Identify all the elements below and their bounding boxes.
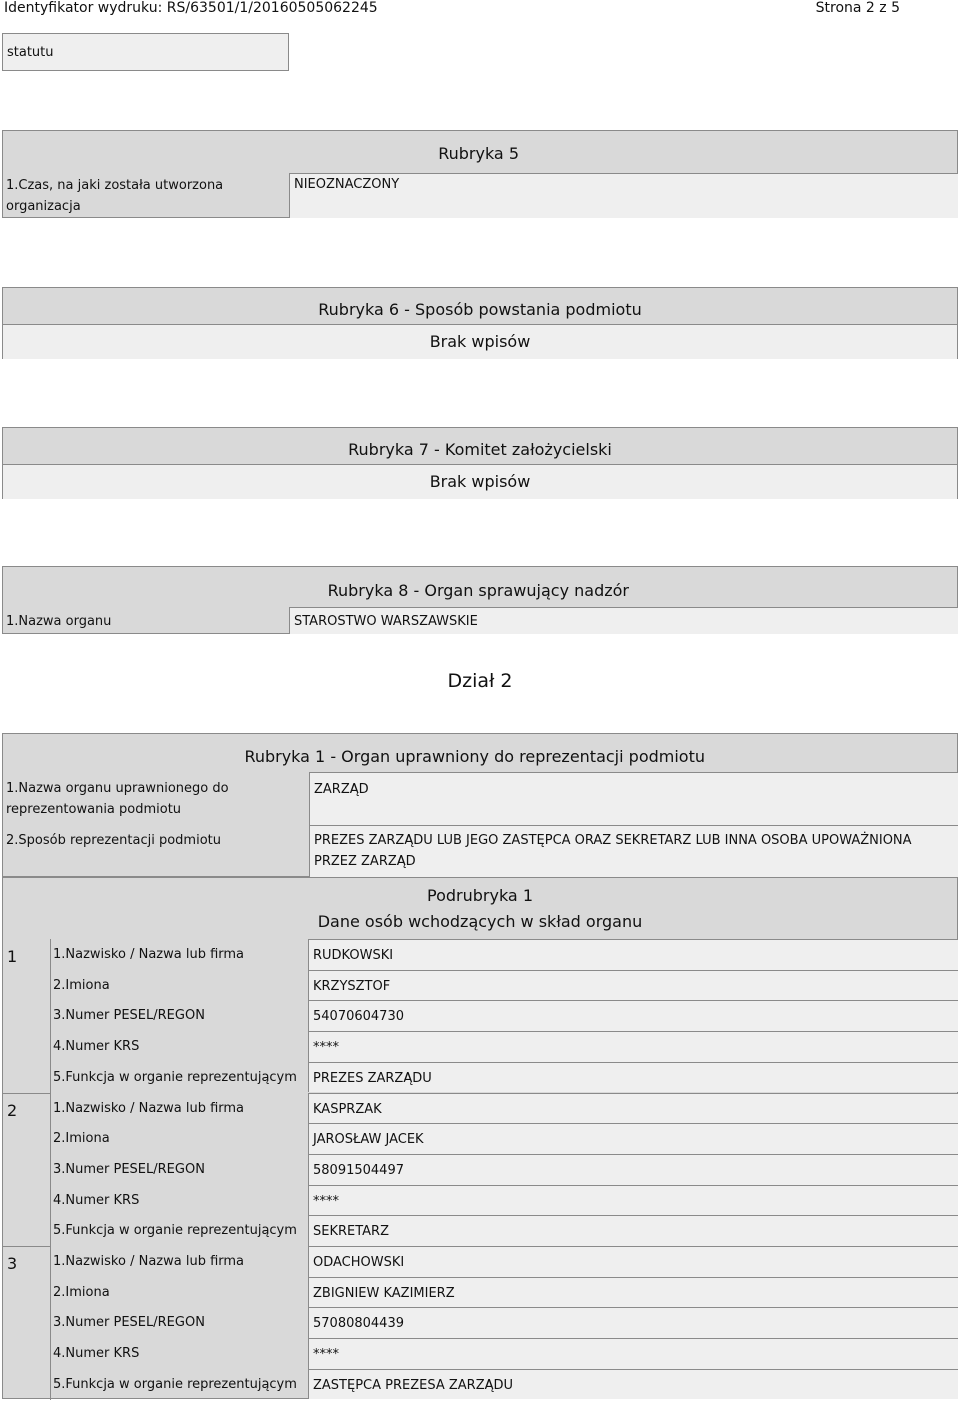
field-value-first: ZBIGNIEW KAZIMIERZ bbox=[308, 1277, 958, 1308]
field-label-krs: 4.Numer KRS bbox=[53, 1346, 140, 1362]
person-field-row bbox=[50, 1338, 958, 1369]
statutu-cell: statutu bbox=[2, 33, 289, 71]
organ-name-label: 1.Nazwa organu uprawnionego do reprezentowania podmiotu bbox=[6, 781, 229, 817]
field-label-pesel: 3.Numer PESEL/REGON bbox=[53, 1315, 205, 1331]
field-label-pesel: 3.Numer PESEL/REGON bbox=[53, 1008, 205, 1024]
field-value-pesel: 58091504497 bbox=[308, 1154, 958, 1185]
dzial-heading: Dział 2 bbox=[447, 670, 513, 692]
person-field-row bbox=[50, 1154, 958, 1185]
page-number: Strona 2 z 5 bbox=[815, 0, 900, 16]
person-divider bbox=[2, 1246, 50, 1247]
rubryka5-title: Rubryka 5 bbox=[438, 144, 519, 163]
rubryka7-title: Rubryka 7 - Komitet założycielski bbox=[348, 440, 612, 459]
representation-value: PREZES ZARZĄDU LUB JEGO ZASTĘPCA ORAZ SEKRETARZ LUB INNA OSOBA UPOWAŻNIONA PRZEZ ZARZĄD bbox=[309, 825, 958, 877]
field-value-krs: **** bbox=[308, 1338, 958, 1369]
field-value-krs: **** bbox=[308, 1185, 958, 1216]
field-value-pesel: 57080804439 bbox=[308, 1307, 958, 1338]
field-label-pesel: 3.Numer PESEL/REGON bbox=[53, 1161, 205, 1177]
field-value-func: PREZES ZARZĄDU bbox=[308, 1062, 958, 1093]
person-field-row bbox=[50, 939, 958, 970]
person-number: 2 bbox=[7, 1100, 18, 1120]
podrubryka-subtitle: Dane osób wchodzących w skład organu bbox=[317, 912, 643, 931]
person-field-row bbox=[50, 1246, 958, 1277]
rubryka8-label: 1.Nazwa organu bbox=[6, 614, 112, 629]
rubryka8-section bbox=[2, 566, 958, 634]
rubryka7-value: Brak wpisów bbox=[3, 464, 957, 499]
field-label-krs: 4.Numer KRS bbox=[53, 1039, 140, 1055]
person-number: 3 bbox=[7, 1254, 18, 1273]
field-label-krs: 4.Numer KRS bbox=[53, 1192, 140, 1208]
field-label-first: 2.Imiona bbox=[53, 1284, 110, 1300]
person-field-row bbox=[50, 970, 958, 1001]
person-field-row bbox=[50, 1123, 958, 1154]
field-label-first: 2.Imiona bbox=[53, 1131, 110, 1147]
organ-name-value: ZARZĄD bbox=[309, 772, 958, 825]
field-label-func: 5.Funkcja w organie reprezentującym bbox=[53, 1069, 297, 1085]
field-value-pesel: 54070604730 bbox=[308, 1000, 958, 1031]
rubryka6-title: Rubryka 6 - Sposób powstania podmiotu bbox=[318, 300, 642, 319]
field-label-name: 1.Nazwisko / Nazwa lub firma bbox=[53, 947, 245, 962]
person-field-row bbox=[50, 1093, 958, 1124]
field-value-krs: **** bbox=[308, 1031, 958, 1062]
person-field-row bbox=[50, 1369, 958, 1400]
rubryka5-value: NIEOZNACZONY bbox=[289, 173, 958, 218]
person-field-row bbox=[50, 1062, 958, 1093]
field-value-name: ODACHOWSKI bbox=[308, 1246, 958, 1277]
field-label-name: 1.Nazwisko / Nazwa lub firma bbox=[53, 1100, 245, 1116]
person-field-row bbox=[50, 1215, 958, 1246]
person-divider bbox=[2, 1093, 50, 1094]
rubryka5-section bbox=[2, 130, 958, 218]
rubryka7-section bbox=[2, 427, 958, 499]
field-value-name: KASPRZAK bbox=[308, 1093, 958, 1124]
rubryka6-value: Brak wpisów bbox=[3, 324, 957, 359]
person-field-row bbox=[50, 1031, 958, 1062]
field-label-func: 5.Funkcja w organie reprezentującym bbox=[53, 1376, 297, 1392]
person-separator bbox=[50, 1246, 51, 1400]
podrubryka-title: Podrubryka 1 bbox=[427, 886, 533, 905]
person-number: 1 bbox=[7, 947, 18, 966]
field-value-name: RUDKOWSKI bbox=[308, 939, 958, 970]
person-field-row bbox=[50, 1000, 958, 1031]
field-value-first: JAROSŁAW JACEK bbox=[308, 1123, 958, 1154]
person-separator bbox=[50, 939, 51, 1093]
field-value-func: SEKRETARZ bbox=[308, 1215, 958, 1246]
d2-rubryka1-title: Rubryka 1 - Organ uprawniony do reprezentacji podmiotu bbox=[244, 747, 705, 766]
person-field-row bbox=[50, 1307, 958, 1338]
field-label-func: 5.Funkcja w organie reprezentującym bbox=[53, 1223, 297, 1239]
rubryka8-title: Rubryka 8 - Organ sprawujący nadzór bbox=[327, 581, 629, 600]
rubryka5-label: 1.Czas, na jaki została utworzona organizacja bbox=[6, 178, 224, 214]
field-value-first: KRZYSZTOF bbox=[308, 970, 958, 1001]
person-field-row bbox=[50, 1185, 958, 1216]
field-label-first: 2.Imiona bbox=[53, 977, 110, 993]
field-value-func: ZASTĘPCA PREZESA ZARZĄDU bbox=[308, 1369, 958, 1400]
d2-rubryka1-section bbox=[2, 733, 958, 877]
person-field-row bbox=[50, 1277, 958, 1308]
rubryka8-value: STAROSTWO WARSZAWSKIE bbox=[289, 607, 958, 634]
print-identifier: Identyfikator wydruku: RS/63501/1/20160505062245 bbox=[4, 0, 378, 16]
representation-label: 2.Sposób reprezentacji podmiotu bbox=[6, 833, 221, 848]
field-label-name: 1.Nazwisko / Nazwa lub firma bbox=[53, 1254, 245, 1269]
person-separator bbox=[50, 1093, 51, 1247]
rubryka6-section bbox=[2, 287, 958, 359]
